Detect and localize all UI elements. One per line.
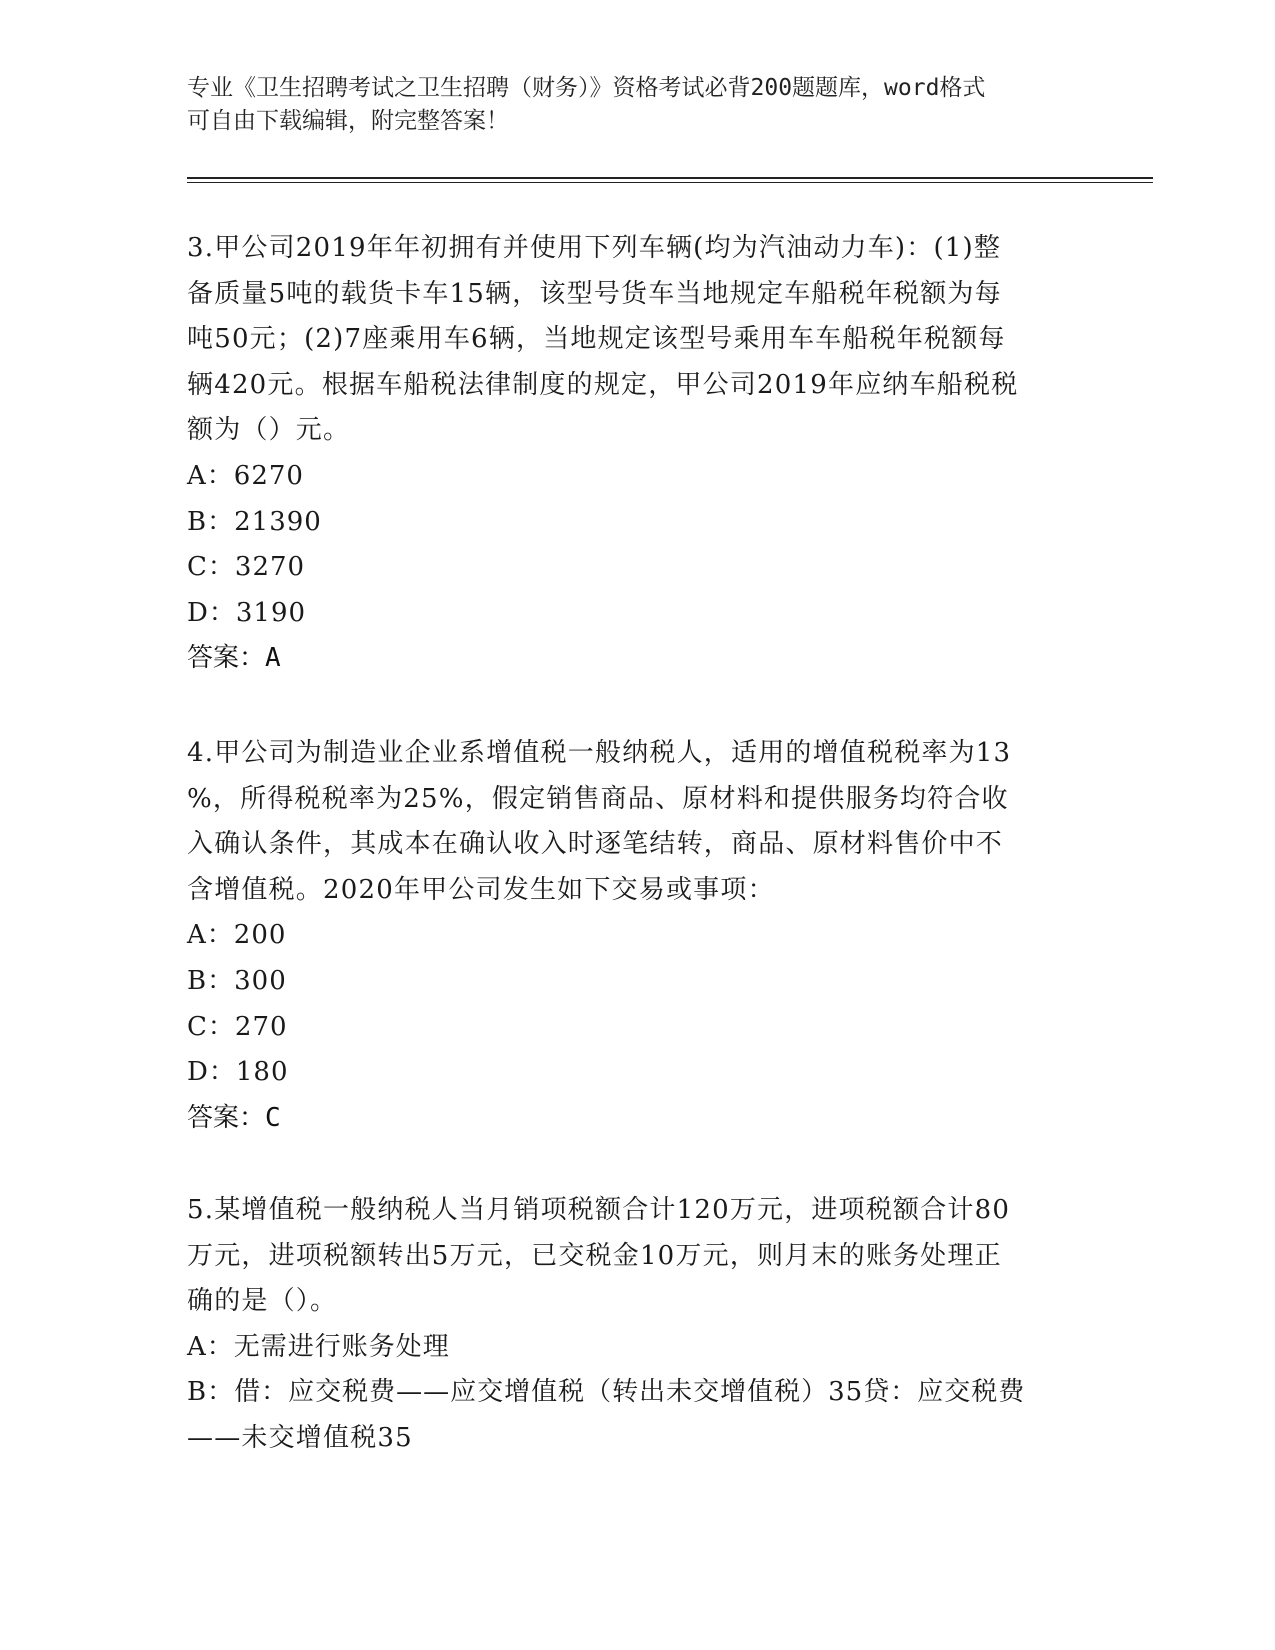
option-a <box>187 913 1077 959</box>
option-letter: A： <box>187 1331 234 1362</box>
option-letter: C： <box>187 1011 235 1042</box>
option-text: 270 <box>234 1011 288 1042</box>
option-letter: D： <box>187 597 236 628</box>
question-stem-line: 辆420元。根据车船税法律制度的规定，甲公司2019年应纳车船税税 <box>187 369 1019 400</box>
option-c <box>187 1005 1077 1051</box>
option-text: 200 <box>233 920 287 951</box>
question-stem-line: %，所得税税率为25%，假定销售商品、原材料和提供服务均符合收 <box>187 783 1009 814</box>
option-continuation-line: ——未交增值税35 <box>187 1422 413 1453</box>
option-text: 3190 <box>235 597 307 628</box>
document-header <box>187 72 1087 138</box>
question-3 <box>187 226 1077 682</box>
question-5 <box>187 1188 1077 1462</box>
option-letter: B： <box>187 965 235 996</box>
option-letter: A： <box>187 920 234 951</box>
question-stem-line: 5.某增值税一般纳税人当月销项税额合计120万元，进项税额合计80 <box>187 1195 1011 1225</box>
option-c <box>187 545 1077 591</box>
option-text: 3270 <box>234 552 306 583</box>
option-d <box>187 1050 1077 1096</box>
question-stem-line: 万元，进项税额转出5万元，已交税金10万元，则月末的账务处理正 <box>187 1240 1002 1271</box>
option-letter: C： <box>187 552 235 583</box>
option-a <box>187 1325 1077 1371</box>
option-b <box>187 500 1077 546</box>
option-text: 无需进行账务处理 <box>233 1331 450 1362</box>
option-letter: B： <box>187 506 235 537</box>
question-4 <box>187 731 1077 1141</box>
question-stem-line: 确的是（）。 <box>187 1286 338 1317</box>
question-stem-line: 吨50元；(2)7座乘用车6辆，当地规定该型号乘用车车船税年税额每 <box>187 324 1006 355</box>
option-text: 6270 <box>233 460 304 491</box>
option-text: 21390 <box>234 506 322 537</box>
option-letter: B： <box>187 1377 235 1408</box>
header-divider-thin <box>187 182 1153 183</box>
option-b <box>187 959 1077 1005</box>
option-d <box>187 591 1077 637</box>
question-stem-line: 含增值税。2020年甲公司发生如下交易或事项： <box>187 874 775 905</box>
answer-line: 答案：A <box>187 643 281 674</box>
question-stem-line: 3.甲公司2019年年初拥有并使用下列车辆(均为汽油动力车)：(1)整 <box>187 233 1002 263</box>
option-text: 180 <box>235 1057 289 1088</box>
question-stem-line: 备质量5吨的载货卡车15辆，该型号货车当地规定车船税年税额为每 <box>187 278 1002 309</box>
header-line-1: 专业《卫生招聘考试之卫生招聘（财务）》资格考试必背200题题库，word格式 <box>187 75 986 101</box>
option-text: 借：应交税费——应交增值税（转出未交增值税）35贷：应交税费 <box>234 1377 1026 1408</box>
question-stem-line: 额为（）元。 <box>187 415 351 446</box>
option-letter: D： <box>187 1057 236 1088</box>
header-divider-thick <box>187 177 1153 179</box>
option-b <box>187 1370 1077 1416</box>
header-line-2: 可自由下载编辑，附完整答案！ <box>187 108 509 134</box>
answer-line: 答案：C <box>187 1102 281 1133</box>
question-stem-line: 入确认条件，其成本在确认收入时逐笔结转，商品、原材料售价中不 <box>187 829 1004 860</box>
option-letter: A： <box>187 460 234 491</box>
option-text: 300 <box>234 965 287 996</box>
question-stem-line: 4.甲公司为制造业企业系增值税一般纳税人，适用的增值税税率为13 <box>187 738 1012 768</box>
option-a <box>187 454 1077 500</box>
